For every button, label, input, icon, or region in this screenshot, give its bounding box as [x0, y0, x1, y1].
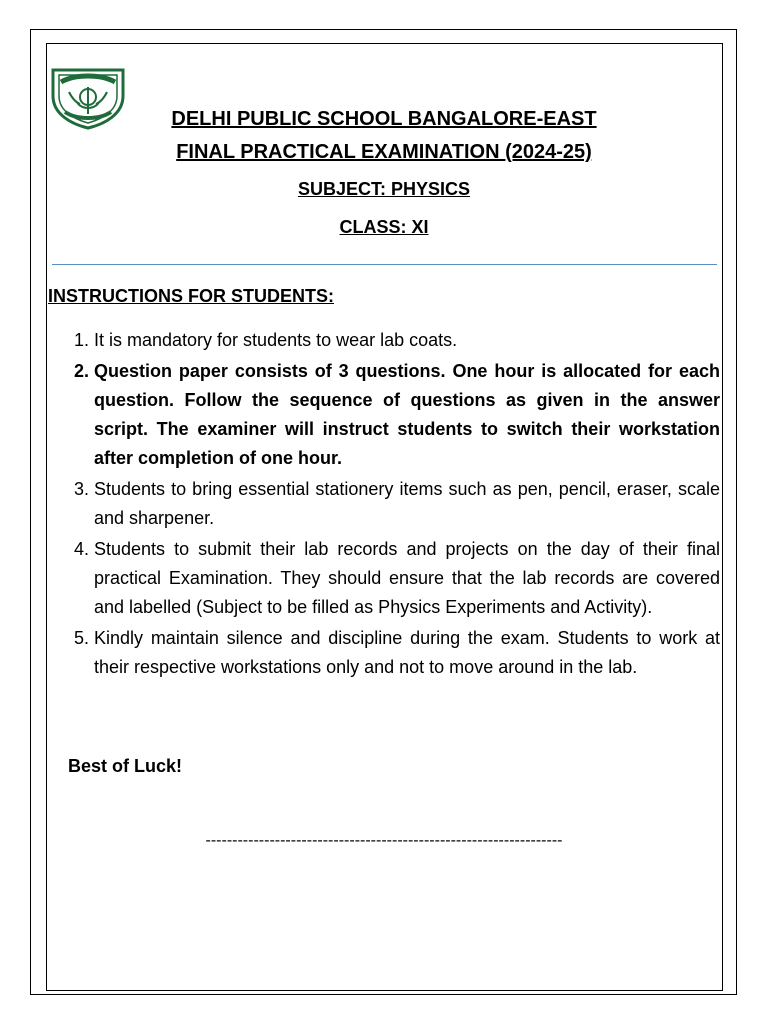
- closing-text: Best of Luck!: [68, 756, 183, 776]
- school-name: DELHI PUBLIC SCHOOL BANGALORE-EAST: [171, 108, 597, 130]
- instructions-list: [62, 326, 720, 684]
- instructions-title: INSTRUCTIONS FOR STUDENTS:: [48, 286, 334, 306]
- list-item: 5. Kindly maintain silence and discipline during the exam. Students to work at their respective workstations only and not to move around in the lab.: [94, 624, 720, 682]
- end-separator: -------------------------------------------------------------------: [205, 832, 563, 849]
- list-item: 3. Students to bring essential stationery items such as pen, pencil, eraser, scale and sharpener.: [94, 475, 720, 533]
- class-line: CLASS: XI: [339, 217, 429, 237]
- header-divider: [52, 264, 717, 265]
- list-item: 1. It is mandatory for students to wear lab coats.: [94, 326, 720, 355]
- exam-title: FINAL PRACTICAL EXAMINATION (2024-25): [176, 141, 592, 163]
- list-item: 4. Students to submit their lab records and projects on the day of their final practical Examination. They should ensure that the lab records are covered and labelled (Subject to be filled as Physics Experiments and Activity).: [94, 535, 720, 622]
- subject-line: SUBJECT: PHYSICS: [297, 179, 471, 199]
- list-item: 2. Question paper consists of 3 questions. One hour is allocated for each question. Follow the sequence of questions as given in the answer script. The examiner will instruct students to switch their workstation after completion of one hour.: [94, 357, 720, 473]
